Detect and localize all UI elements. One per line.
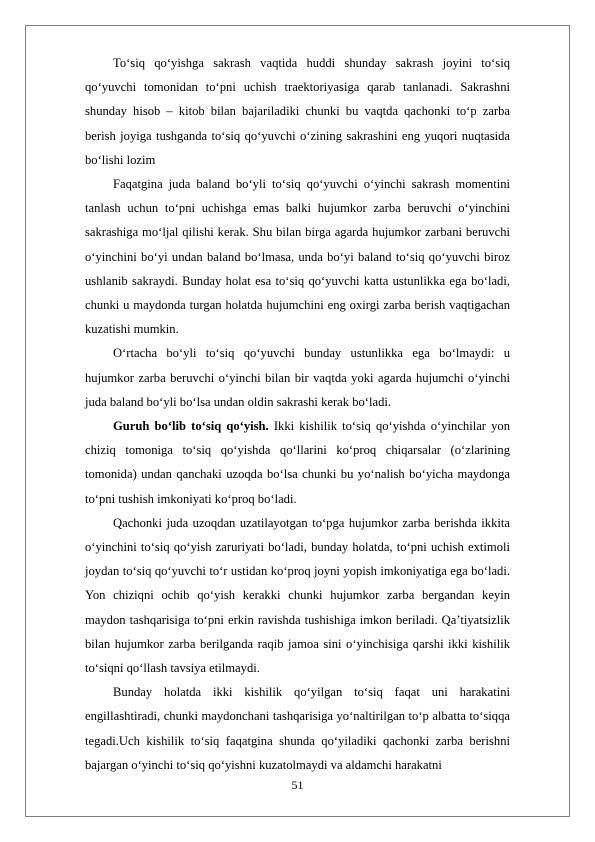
paragraph-1 — [85, 51, 510, 172]
page-number: 51 — [291, 778, 304, 792]
paragraph-6-text: Bunday holatda ikki kishilik qo‘yilgan to‘siq faqat uni harakatini engillashtiradi, chunki maydonchani tashqarisiga yo‘naltirilgan to‘p albatta to‘siqqa tegadi.Uch kishilik to‘siq faqatgina shunda qo‘yiladiki qachonki zarba berishni bajargan o‘yinchi to‘siq qo‘yishni kuzatolmaydi va aldamchi harakatni — [85, 685, 510, 772]
paragraph-3 — [85, 341, 510, 414]
section-heading-group-blocking: Guruh bo‘lib to‘siq qo‘yish. — [113, 419, 269, 434]
paragraph-3-text: O‘rtacha bo‘yli to‘siq qo‘yuvchi bunday ustunlikka ega bo‘lmaydi: u hujumkor zarba beruvchi o‘yinchi bilan bir vaqtda yoki agarda hujumchi o‘yinchi juda baland bo‘yli bo‘lsa undan oldin sakrashi kerak bo‘ladi. — [85, 346, 510, 409]
paragraph-2 — [85, 172, 510, 341]
paragraph-4-text: Ikki kishilik to‘siq qo‘yishda o‘yinchilar yon chiziq tomoniga to‘siq qo‘yishda qo‘llarini ko‘proq chiqarsalar (o‘zlarining tomonida) undan qanchaki uzoqda bo‘lsa chunki bu yo‘nalish bo‘yicha maydonga to‘pni tushish imkoniyati ko‘proq bo‘ladi. — [85, 419, 510, 506]
paragraph-6 — [85, 680, 510, 777]
paragraph-5 — [85, 511, 510, 680]
paragraph-2-text: Faqatgina juda baland bo‘yli to‘siq qo‘yuvchi o‘yinchi sakrash momentini tanlash uchun to‘pni uchishga emas balki hujumkor zarba beruvchi o‘yinchini sakrashiga mo‘ljal qilishi kerak. Shu bilan birga agarda hujumkor zarbani beruvchi o‘yinchini bo‘yi undan baland bo‘lmasa, unda bo‘yi baland to‘siq qo‘yuvchi biroz ushlanib sakraydi. Bunday holat esa to‘siq qo‘yuvchi katta ustunlikka ega bo‘ladi, chunki u maydonda turgan holatda hujumchini eng oxirgi zarba berish vaqtigachan kuzatishi mumkin. — [85, 177, 510, 337]
paragraph-1-text: To‘siq qo‘yishga sakrash vaqtida huddi shunday sakrash joyini to‘siq qo‘yuvchi tomonidan to‘pni uchish traektoriyasiga qarab tanlanadi. Sakrashni shunday hisob – kitob bilan bajariladiki chunki bu vaqtda qachonki to‘p zarba berish joyiga tushganda to‘siq qo‘yuvchi o‘zining sakrashini eng yuqori nuqtasida bo‘lishi lozim — [85, 56, 510, 167]
document-body — [85, 51, 510, 777]
paragraph-5-text: Qachonki juda uzoqdan uzatilayotgan to‘pga hujumkor zarba berishda ikkita o‘yinchini to‘siq qo‘yish zaruriyati bo‘ladi, bunday holatda, to‘pni uchish extimoli joydan to‘siq qo‘yuvchi to‘r ustidan ko‘proq joyni yopish imkoniyatiga ega bo‘ladi. Yon chiziqni ochib qo‘yish kerakki chunki hujumkor zarba bergandan keyin maydon tashqarisiga to‘pni erkin ravishda tushishiga imkon beriladi. Qa’tiyatsizlik bilan hujumkor zarba berilganda raqib jamoa sini o‘yinchisiga qarshi ikki kishilik to‘siqni qo‘llash tavsiya etilmaydi. — [85, 515, 510, 676]
paragraph-4 — [85, 414, 510, 511]
